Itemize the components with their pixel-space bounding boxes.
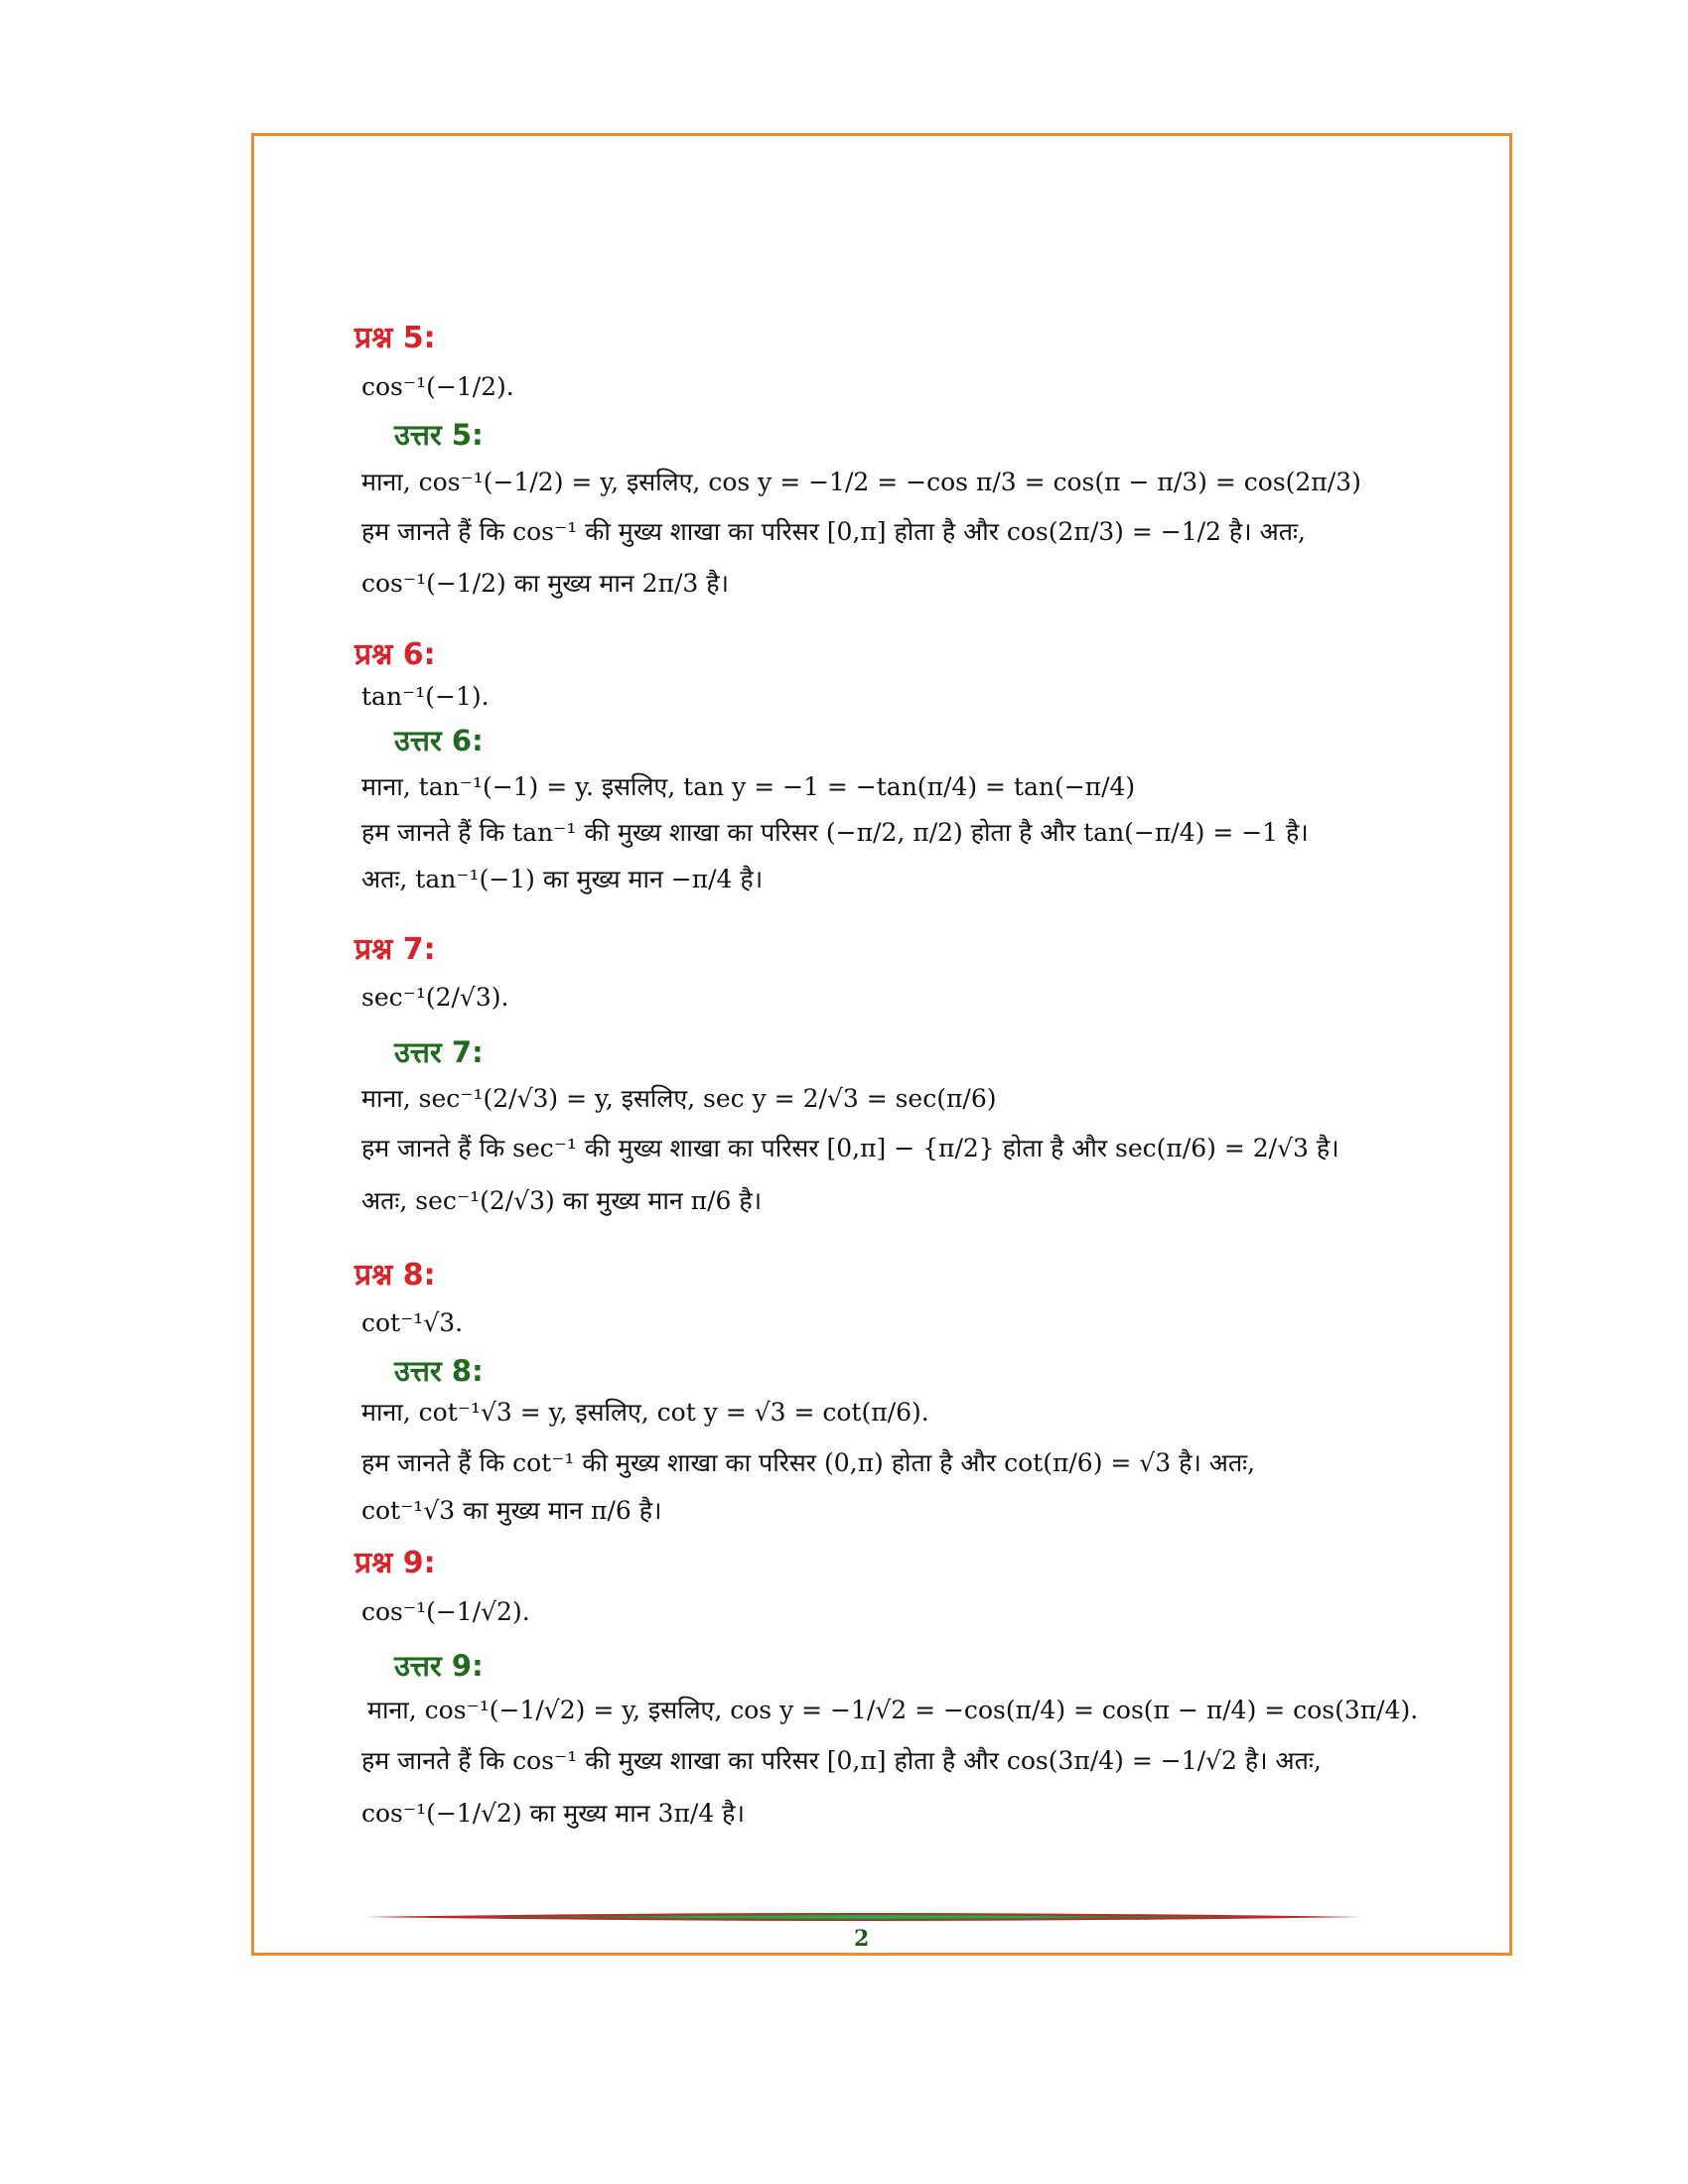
answer-title: उत्तर 8: <box>394 1354 484 1388</box>
answer-line: माना, cot⁻¹√3 = y, इसलिए, cot y = √3 = cot(π/6). <box>361 1398 929 1427</box>
question-text: cos⁻¹(−1/2). <box>361 372 514 401</box>
answer-line: अतः, sec⁻¹(2/√3) का मुख्य मान π/6 है। <box>361 1186 763 1215</box>
answer-line: अतः, tan⁻¹(−1) का मुख्य मान −π/4 है। <box>361 865 764 893</box>
question-title: प्रश्न 7: <box>354 932 436 967</box>
question-text: sec⁻¹(2/√3). <box>361 983 509 1012</box>
answer-line: माना, cos⁻¹(−1/√2) = y, इसलिए, cos y = −1/√2 = −cos(π/4) = cos(π − π/4) = cos(3π/4). <box>367 1696 1419 1724</box>
answer-title: उत्तर 7: <box>394 1035 484 1069</box>
answer-line: cos⁻¹(−1/2) का मुख्य मान 2π/3 है। <box>361 569 729 598</box>
question-title: प्रश्न 8: <box>354 1258 436 1293</box>
answer-title: उत्तर 9: <box>394 1649 484 1683</box>
answer-title: उत्तर 5: <box>394 418 484 452</box>
answer-line: माना, tan⁻¹(−1) = y. इसलिए, tan y = −1 = −tan(π/4) = tan(−π/4) <box>361 772 1136 801</box>
page-number: 2 <box>854 1926 870 1952</box>
footer-divider <box>365 1911 1362 1923</box>
answer-line: हम जानते हैं कि cos⁻¹ की मुख्य शाखा का परिसर [0,π] होता है और cos(3π/4) = −1/√2 है। अतः, <box>361 1746 1322 1775</box>
question-title: प्रश्न 9: <box>354 1546 436 1580</box>
answer-line: माना, cos⁻¹(−1/2) = y, इसलिए, cos y = −1/2 = −cos π/3 = cos(π − π/3) = cos(2π/3) <box>361 468 1361 496</box>
question-title: प्रश्न 6: <box>354 637 436 672</box>
answer-line: हम जानते हैं कि tan⁻¹ की मुख्य शाखा का परिसर (−π/2, π/2) होता है और tan(−π/4) = −1 है। <box>361 818 1309 847</box>
question-text: cot⁻¹√3. <box>361 1308 464 1337</box>
answer-line: cos⁻¹(−1/√2) का मुख्य मान 3π/4 है। <box>361 1799 745 1828</box>
answer-line: हम जानते हैं कि cos⁻¹ की मुख्य शाखा का परिसर [0,π] होता है और cos(2π/3) = −1/2 है। अतः, <box>361 517 1306 546</box>
question-title: प्रश्न 5: <box>354 321 436 355</box>
answer-line: हम जानते हैं कि sec⁻¹ की मुख्य शाखा का परिसर [0,π] − {π/2} होता है और sec(π/6) = 2/√3 है। <box>361 1134 1339 1162</box>
question-text: cos⁻¹(−1/√2). <box>361 1597 530 1626</box>
answer-line: cot⁻¹√3 का मुख्य मान π/6 है। <box>361 1496 662 1525</box>
answer-line: हम जानते हैं कि cot⁻¹ की मुख्य शाखा का परिसर (0,π) होता है और cot(π/6) = √3 है। अतः, <box>361 1448 1256 1477</box>
answer-title: उत्तर 6: <box>394 724 484 757</box>
question-text: tan⁻¹(−1). <box>361 682 490 711</box>
answer-line: माना, sec⁻¹(2/√3) = y, इसलिए, sec y = 2/√3 = sec(π/6) <box>361 1084 997 1113</box>
